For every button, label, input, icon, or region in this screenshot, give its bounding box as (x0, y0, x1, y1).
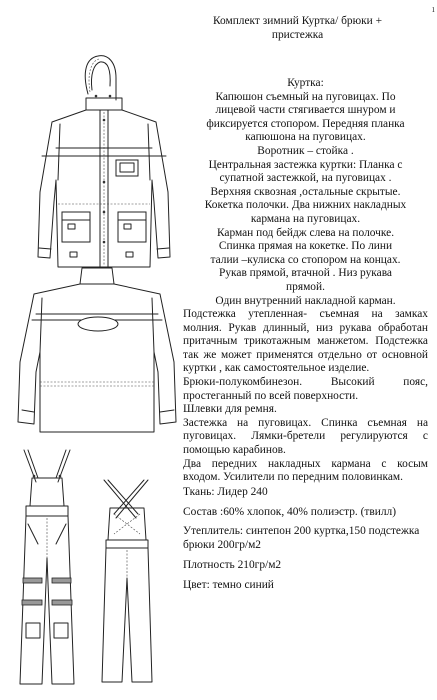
desc-line: Верхняя сквозная ,остальные скрытые. (210, 185, 401, 198)
jacket-front-sketch (30, 52, 180, 280)
spec-composition: Состав :60% хлопок, 40% полиэстр. (твилл) (183, 505, 397, 518)
document-title: Комплект зимний Куртка/ брюки + пристежка (213, 15, 382, 41)
desc-line: Воротник – стойка . (257, 144, 354, 157)
page-number: 1 (431, 6, 435, 14)
desc-line: фиксируется стопором. Передняя планка (206, 117, 405, 130)
pants-paragraph: Брюки-полукомбинезон. Высокий пояс, простеганный по всей поверхности. (183, 376, 428, 402)
belt-loops-line: Шлевки для ремня. (183, 403, 277, 416)
desc-line: супатной застежкой, на пуговицах . (219, 172, 392, 185)
specs-list (183, 486, 428, 592)
desc-line: Рукав прямой, втачной . Низ рукава (219, 267, 392, 280)
desc-line: прямой. (286, 280, 325, 293)
fastening-paragraph: Застежка на пуговицах. Спинка съемная на пуговицах. Лямки-бретели регулируются с помощью карабинов. (183, 416, 428, 457)
desc-line: талии –кулиска со стопором на концах. (210, 253, 401, 266)
pants-front-sketch (14, 448, 84, 688)
desc-line: Один внутренний накладной карман. (215, 294, 396, 307)
spec-color: Цвет: темно синий (183, 578, 274, 591)
jacket-back-sketch (14, 262, 180, 437)
pockets-paragraph: Два передних накладных кармана с косым входом. Усилители по передним половинкам. (183, 457, 428, 484)
desc-line: капюшона на пуговицах. (245, 131, 366, 144)
desc-line: Капюшон съемный на пуговицах. По (215, 90, 396, 103)
desc-line: лицевой части стягивается шнуром и (215, 104, 396, 117)
spec-density: Плотность 210гр/м2 (183, 558, 282, 571)
jacket-description (183, 77, 428, 598)
desc-line: Центральная застежка куртки: Планка с (208, 158, 403, 171)
section-heading: Куртка: (287, 77, 324, 89)
spec-insulation: Утеплитель: синтепон 200 куртка,150 подстежка брюки 200гр/м2 (183, 525, 420, 551)
lining-paragraph: Подстежка утепленная- съемная на замках молния. Рукав длинный, низ рукава обработан притачным трикотажным манжетом. Подстежка так же может применятся отдельно от основной куртки , как самостоятельное изделие. (183, 308, 428, 375)
spec-fabric: Ткань: Лидер 240 (183, 485, 268, 498)
desc-line: Карман под бейдж слева на полочке. (216, 226, 395, 239)
pants-back-sketch (92, 478, 162, 686)
desc-line: Кокетка полочки. Два нижних накладных (204, 199, 407, 212)
desc-line: кармана на пуговицах. (250, 212, 361, 225)
desc-line: Спинка прямая на кокетке. По лини (218, 240, 393, 253)
